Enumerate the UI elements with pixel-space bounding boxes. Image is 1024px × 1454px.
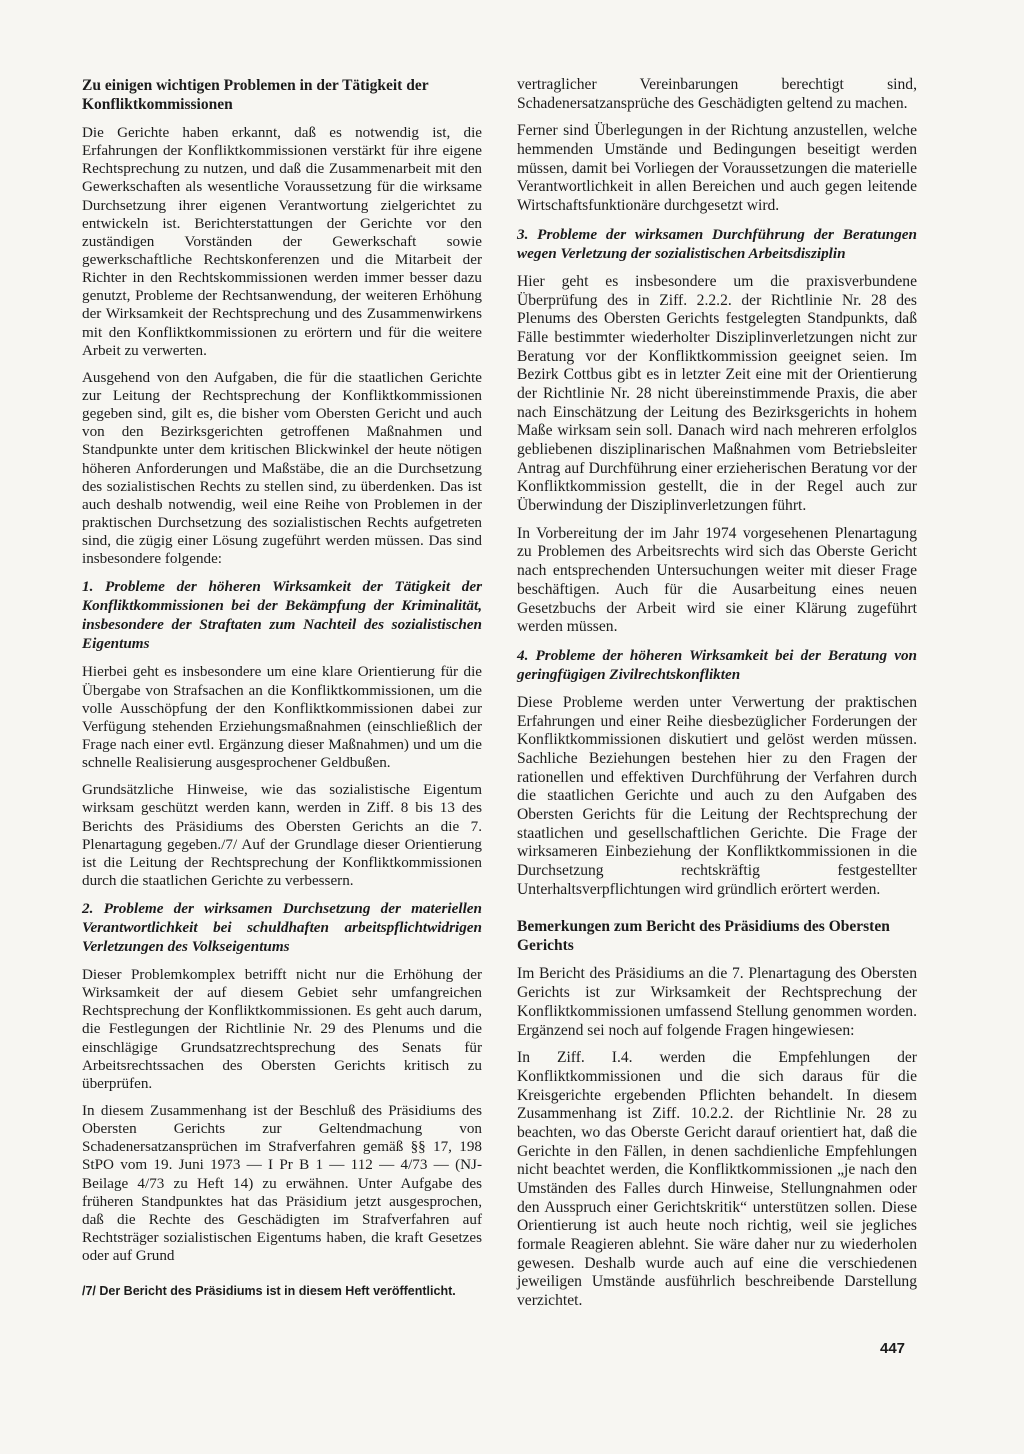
paragraph: Im Bericht des Präsidiums an die 7. Plenartagung des Obersten Gerichts ist zur Wirksamkeit der Rechtsprechung der Konfliktkommissionen umfassend Stellung genommen worden. Ergänzend sei noch auf folgende Fragen hingewiesen: (517, 965, 917, 1039)
paragraph: vertraglicher Vereinbarungen berechtigt sind, Schadenersatzansprüche des Geschädigten geltend zu machen. (517, 76, 917, 112)
paragraph: Diese Probleme werden unter Verwertung der praktischen Erfahrungen und einer Reihe diesbezüglicher Forderungen der Konfliktkommissionen diskutiert und gelöst werden müssen. Sachliche Beziehungen bestehen hier zu den Fragen der rationellen und effektiven Durchführung der Verfahren durch die staatlichen Gerichte und auch zu den Aufgaben des Obersten Gerichts für die Leitung der Rechtsprechung der staatlichen und gesellschaftlichen Gerichte. Die Frage der wirksameren Einbeziehung der Konfliktkommissionen in die Durchsetzung rechtskräftig festgestellter Unterhaltsverpflichtungen wird gründlich erörtert werden. (517, 693, 917, 898)
paragraph: In Vorbereitung der im Jahr 1974 vorgesehenen Plenartagung zu Problemen des Arbeitsrechts wird sich das Oberste Gericht nach entsprechenden Untersuchungen weiter mit dieser Frage beschäftigen. Auch für die Ausarbeitung eines neuen Gesetzbuchs der Arbeit wird sie einer Klärung zugeführt werden müssen. (517, 524, 917, 636)
subsection-heading: 1. Probleme der höheren Wirksamkeit der Tätigkeit der Konfliktkommissionen bei der Bekämpfung der Kriminalität, insbesondere der Straftaten zum Nachteil des sozialistischen Eigentums (82, 578, 482, 653)
paragraph: Ausgehend von den Aufgaben, die für die staatlichen Gerichte zur Leitung der Rechtsprechung der Konfliktkommissionen gegeben sind, gilt es, die bisher vom Obersten Gericht und auch von den Bezirksgerichten getroffenen Maßnahmen und Standpunkte unter dem kritischen Blickwinkel der heute nötigen höheren Anforderungen und Maßstäbe, die an die Durchsetzung des sozialistischen Rechts zu stellen sind, zu überdenken. Das ist auch deshalb notwendig, weil eine Reihe von Problemen in der praktischen Durchsetzung des sozialistischen Rechts aufgetreten sind, die zügig einer Lösung zugeführt werden müssen. Das sind insbesondere folgende: (82, 368, 482, 568)
paragraph: Die Gerichte haben erkannt, daß es notwendig ist, die Erfahrungen der Konfliktkommissionen verstärkt für ihre eigene Rechtsprechung zu nutzen, und daß die Zusammenarbeit mit den Gewerkschaften als wesentliche Voraussetzung für die wirksame Durchsetzung ihrer eigenen Verantwortung zielgerichtet zu entwickeln ist. Berichterstattungen der Gerichte vor den zuständigen Vorständen der Gewerkschaft sowie gewerkschaftliche Rechtskonferenzen und die Mitarbeit der Richter in den Rechtskommissionen werden immer besser dazu genutzt, Probleme der Rechtsanwendung, der weiteren Erhöhung der Wirksamkeit der Rechtsprechung und des Zusammenwirkens mit den Konfliktkommissionen zu erörtern und für die weitere Arbeit zu verwerten. (82, 124, 482, 359)
subsection-heading: 3. Probleme der wirksamen Durchführung der Beratungen wegen Verletzung der sozialistischen Arbeitsdisziplin (517, 225, 917, 262)
paragraph: Ferner sind Überlegungen in der Richtung anzustellen, welche hemmenden Umstände und Bedingungen beseitigt werden müssen, damit bei Vorliegen der Voraussetzungen die materielle Verantwortlichkeit in allen Bereichen und auch gegen leitende Wirtschaftsfunktionäre durchgesetzt wird. (517, 122, 917, 215)
paragraph: Dieser Problemkomplex betrifft nicht nur die Erhöhung der Wirksamkeit der auf diesem Gebiet sehr umfangreichen Rechtsprechung der Konfliktkommissionen. Es geht auch darum, die Festlegungen der Richtlinie Nr. 29 des Plenums und die einschlägige Grundsatzrechtsprechung des Senats für Arbeitsrechtssachen des Obersten Gerichts kritisch zu überprüfen. (82, 966, 482, 1092)
section-heading: Zu einigen wichtigen Problemen in der Tätigkeit der Konfliktkommissionen (82, 77, 429, 113)
subsection-heading: 2. Probleme der wirksamen Durchsetzung der materiellen Verantwortlichkeit bei schuldhaften arbeitspflichtwidrigen Verletzungen des Volkseigentums (82, 900, 482, 956)
section-heading: Bemerkungen zum Bericht des Präsidiums des Obersten Gerichts (517, 918, 890, 955)
right-column (517, 76, 917, 1320)
paragraph: Grundsätzliche Hinweise, wie das sozialistische Eigentum wirksam geschützt werden kann, werden in Ziff. 8 bis 13 des Berichts des Präsidiums des Obersten Gerichts an die 7. Plenartagung gegeben./7/ Auf der Grundlage dieser Orientierung ist die Leitung der Rechtsprechung der Konfliktkommissionen durch die staatlichen Gerichte zu verbessern. (82, 781, 482, 889)
subsection-heading: 4. Probleme der höheren Wirksamkeit bei der Beratung von geringfügigen Zivilrechtskonflikten (517, 646, 917, 683)
paragraph: In Ziff. I.4. werden die Empfehlungen der Konfliktkommissionen und die sich daraus für die Kreisgerichte ergebenden Pflichten behandelt. In diesem Zusammenhang ist Ziff. 10.2.2. der Richtlinie Nr. 28 zu beachten, wo das Oberste Gericht darauf orientiert hat, daß die Gerichte in den Fällen, in denen sachdienliche Empfehlungen nicht beachtet werden, die Konfliktkommissionen „je nach den Umständen des Falles durch Hinweise, Stellungnahmen oder den Ausspruch einer Gerichtskritik“ unterstützen sollen. Diese Orientierung ist auch heute noch richtig, weil sie jegliches formale Reagieren ablehnt. Sie wäre daher nur zu wiederholen gewesen. Deshalb wurde auch auf eine die verschiedenen jeweiligen Umstände ausführlich beschreibende Darstellung verzichtet. (517, 1049, 917, 1310)
paragraph: Hierbei geht es insbesondere um eine klare Orientierung für die Übergabe von Strafsachen an die Konfliktkommissionen, um die volle Ausschöpfung der den Konfliktkommissionen dabei zur Verfügung stehenden Erziehungsmaßnahmen (einschließlich der Frage nach einer evtl. Ergänzung dieser Maßnahmen) und um die schnelle Realisierung ausgesprochener Geldbußen. (82, 663, 482, 772)
footnote: /7/ Der Bericht des Präsidiums ist in diesem Heft veröffentlicht. (82, 1284, 456, 1298)
paragraph: In diesem Zusammenhang ist der Beschluß des Präsidiums des Obersten Gerichts zur Geltendmachung von Schadenersatzansprüchen im Strafverfahren gemäß §§ 17, 198 StPO vom 19. Juni 1973 — I Pr B 1 — 112 — 4/73 — (NJ-Beilage 4/73 zu Heft 14) zu erwähnen. Unter Aufgabe des früheren Standpunktes hat das Präsidium jetzt ausgesprochen, daß die Rechte des Geschädigten im Strafverfahren auf Rechtsträger sozialistischen Eigentums haben, die kraft Gesetzes oder auf Grund (82, 1102, 482, 1265)
left-column (82, 76, 482, 1274)
paragraph: Hier geht es insbesondere um die praxisverbundene Überprüfung des in Ziff. 2.2.2. der Richtlinie Nr. 28 des Plenums des Obersten Gerichts festgelegten Standpunkts, daß Fälle bestimmter wiederholter Disziplinverletzungen nicht zur Beratung vor der Konfliktkommission geeignet seien. Im Bezirk Cottbus gibt es in letzter Zeit eine mit der Orientierung der Richtlinie Nr. 28 nicht übereinstimmende Praxis, die aber nach Einschätzung der Leitung des Bezirksgerichts in hohem Maße wirksam sein soll. Danach wird nach mehreren erfolglos gebliebenen disziplinarischen Maßnahmen vom Betriebsleiter Antrag auf Durchführung einer erzieherischen Beratung vor der Konfliktkommission gestellt, die in der Regel auch zur Überwindung der Disziplinverletzungen führt. (517, 272, 917, 515)
page-number: 447 (880, 1340, 906, 1357)
